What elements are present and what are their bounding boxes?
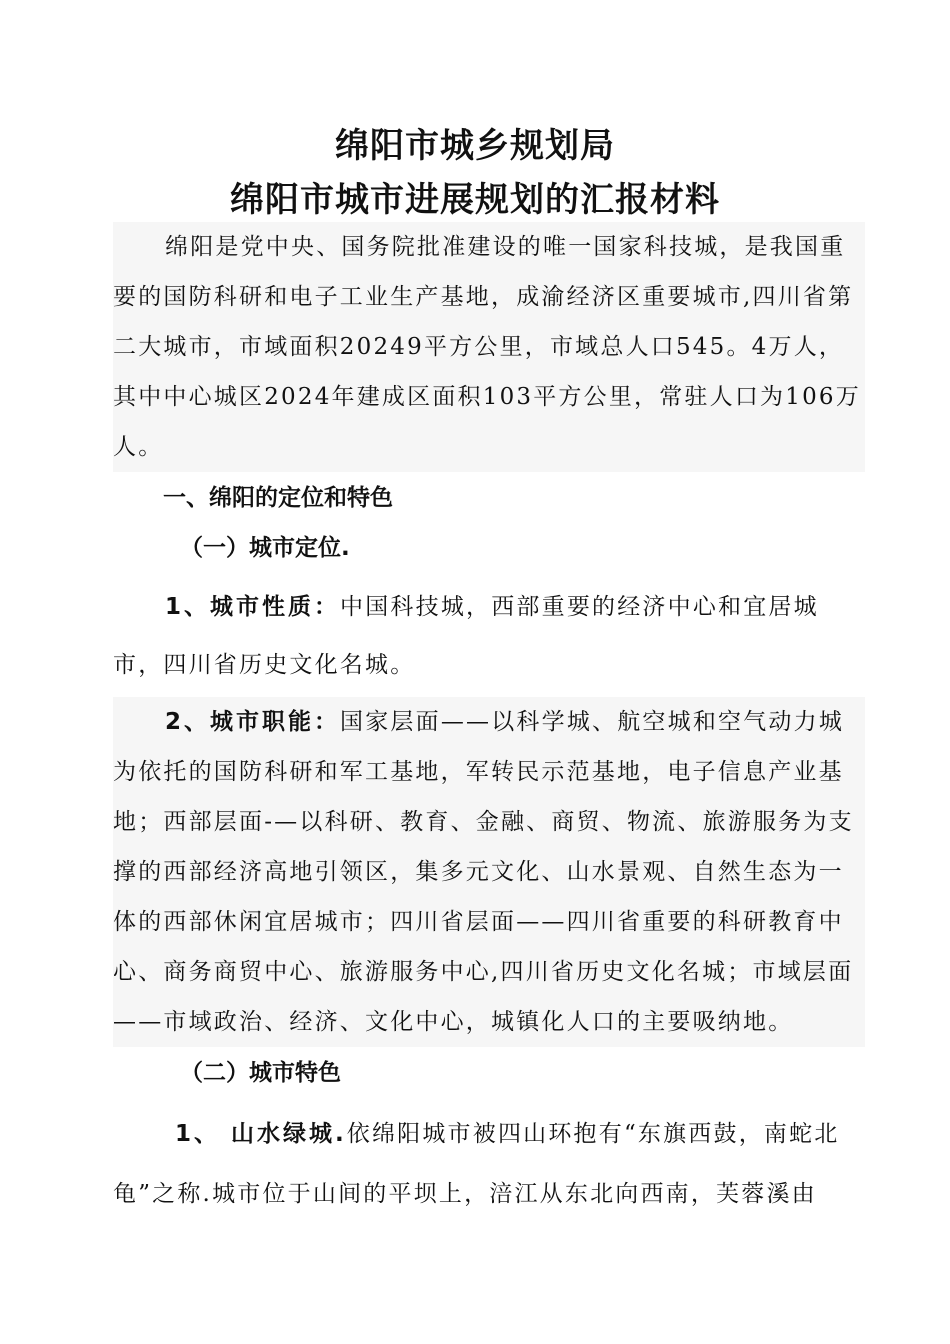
green-city-text: 依绵阳城市被四山环抱有“东旗西鼓，南蛇北龟”之称.城市位于山间的平坝上，涪江从东北向西南，芙蓉溪由 bbox=[113, 1121, 840, 1207]
intro-paragraph: 绵阳是党中央、国务院批准建设的唯一国家科技城，是我国重要的国防科研和电子工业生产基地，成渝经济区重要城市,四川省第二大城市，市域面积20249平方公里，市域总人口545。4万人，其中中心城区2024年建成区面积103平方公里，常驻人口为106万人。 bbox=[113, 222, 865, 472]
subsection-heading-city-positioning: （一）城市定位. bbox=[180, 535, 350, 561]
page-title-line-1: 绵阳市城乡规划局 bbox=[335, 126, 615, 166]
page-title-line-2: 绵阳市城市进展规划的汇报材料 bbox=[230, 180, 720, 220]
green-city-paragraph bbox=[113, 1104, 865, 1224]
city-nature-paragraph bbox=[113, 578, 865, 694]
green-city-label: 1、 山水绿城. bbox=[175, 1121, 347, 1147]
city-nature-label: 1、城市性质： bbox=[165, 594, 341, 620]
subsection-heading-city-features: （二）城市特色 bbox=[180, 1060, 341, 1086]
section-heading-positioning: 一、绵阳的定位和特色 bbox=[163, 485, 393, 511]
city-function-label: 2、城市职能： bbox=[165, 709, 341, 735]
city-function-text: 国家层面——以科学城、航空城和空气动力城为依托的国防科研和军工基地，军转民示范基地，电子信息产业基地；西部层面-—以科研、教育、金融、商贸、物流、旅游服务为支撑的西部经济高地引领区，集多元文化、山水景观、自然生态为一体的西部休闲宜居城市；四川省层面——四川省重要的科研教育中心、商务商贸中心、旅游服务中心,四川省历史文化名城；市域层面——市域政治、经济、文化中心，城镇化人口的主要吸纳地。 bbox=[113, 709, 854, 1035]
city-function-paragraph bbox=[113, 697, 865, 1047]
city-nature-text: 中国科技城，西部重要的经济中心和宜居城市，四川省历史文化名城。 bbox=[113, 594, 819, 678]
